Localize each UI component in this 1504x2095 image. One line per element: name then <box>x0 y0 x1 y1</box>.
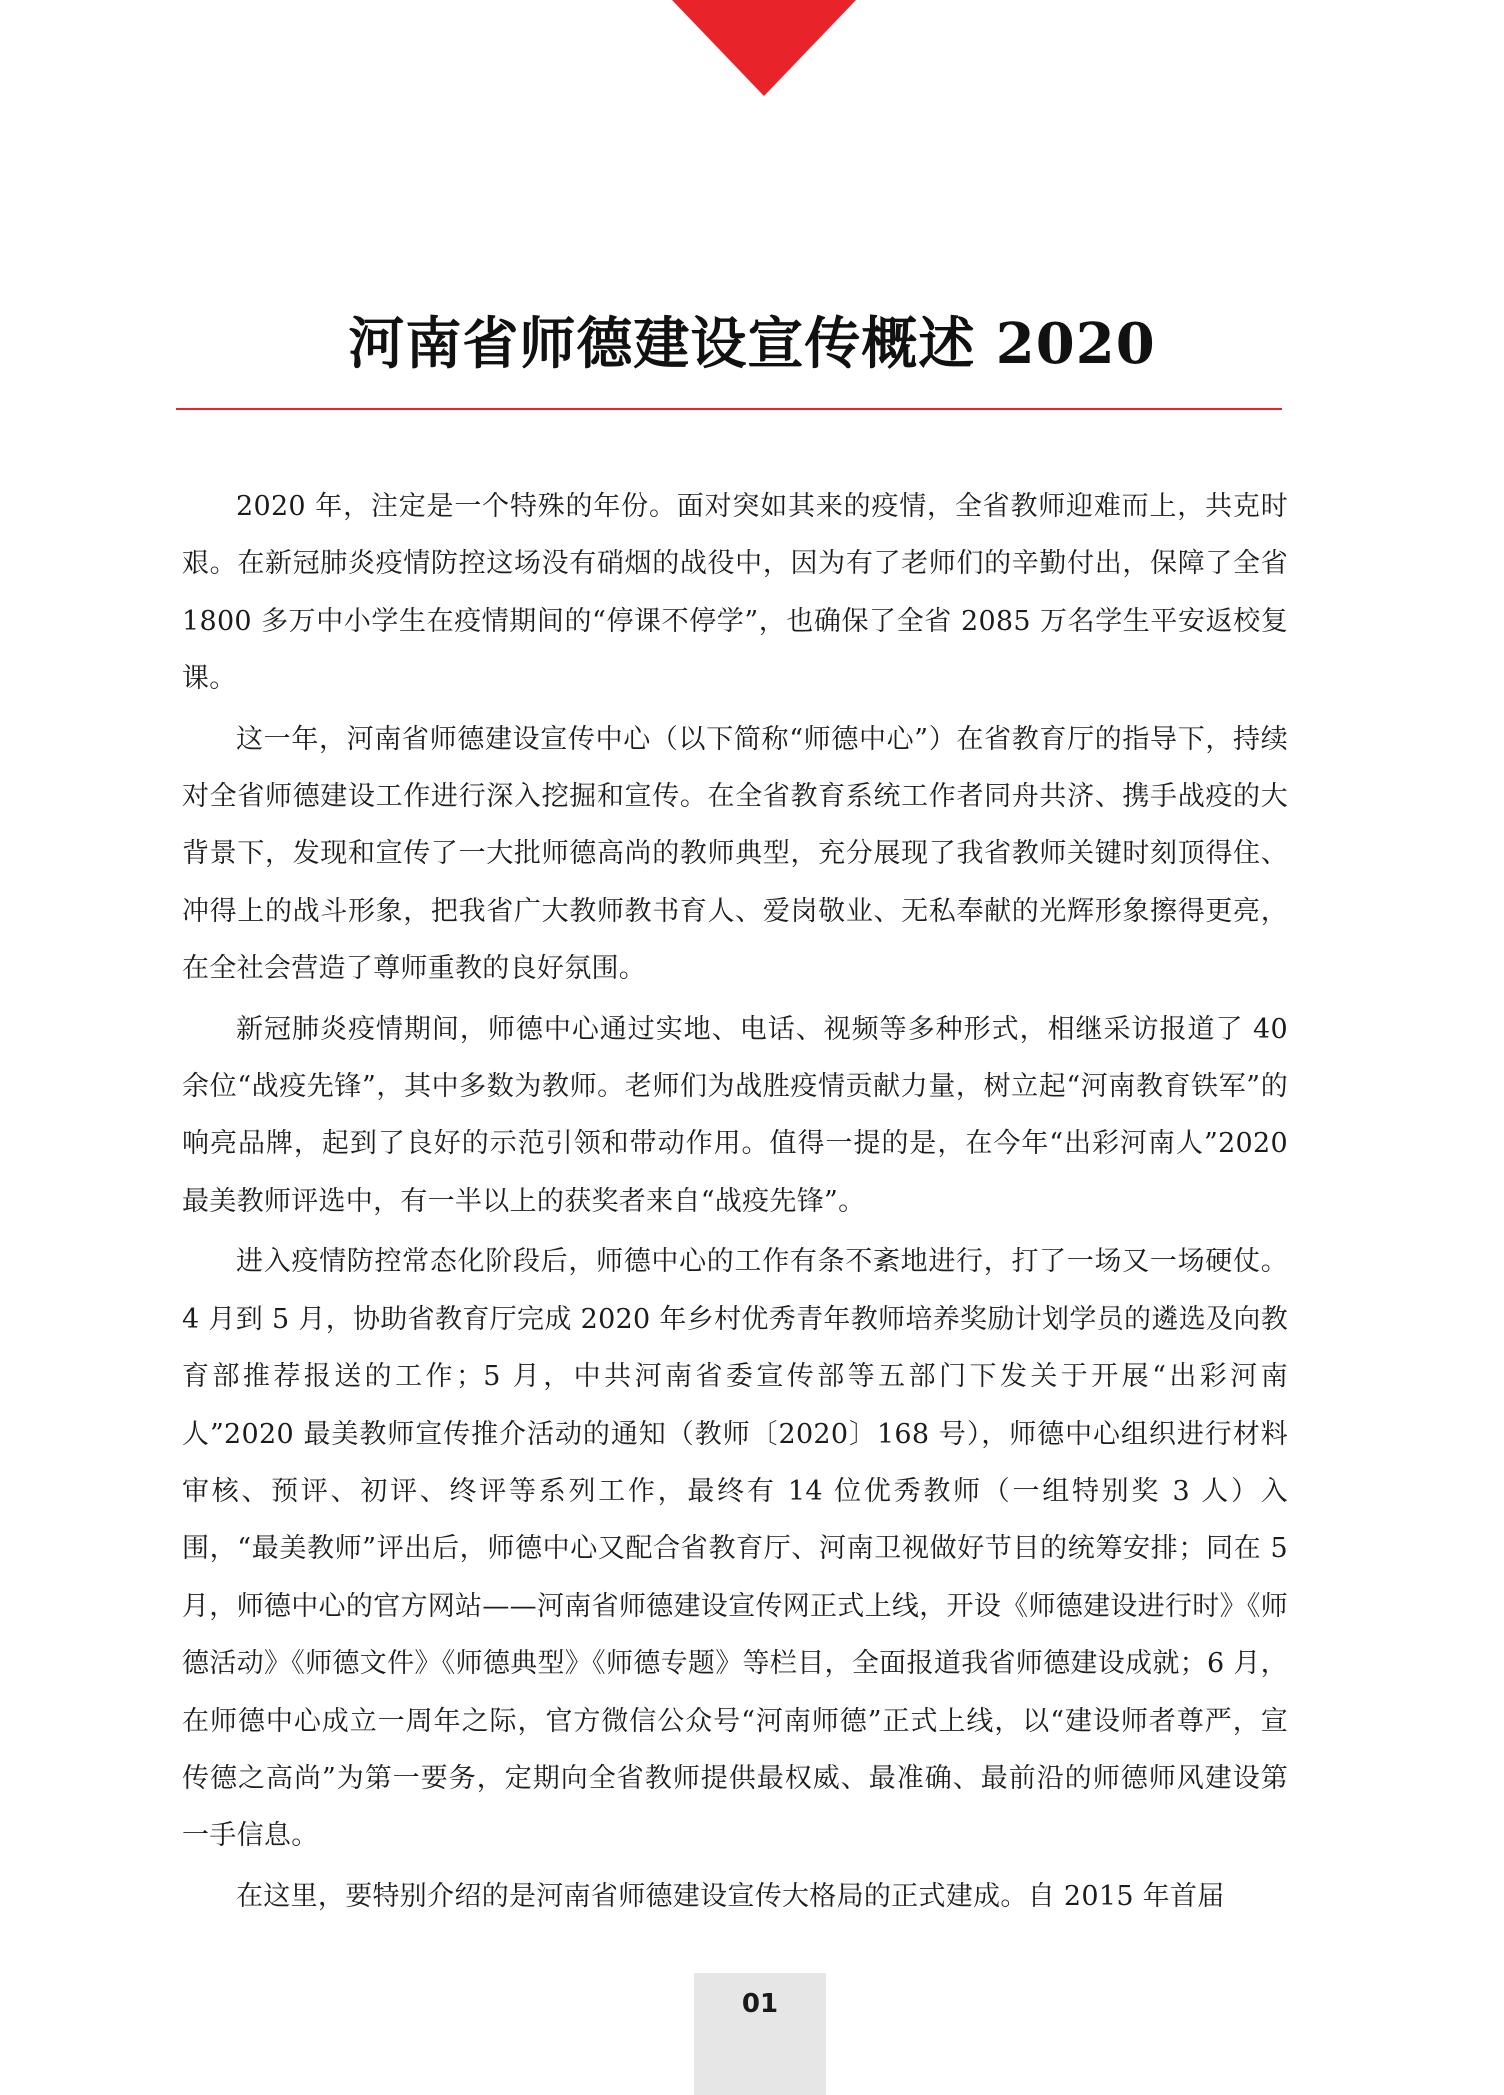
article-body <box>182 478 1288 1928</box>
top-red-triangle-marker <box>672 0 856 96</box>
paragraph: 这一年，河南省师德建设宣传中心（以下简称“师德中心”）在省教育厅的指导下，持续对全省师德建设工作进行深入挖掘和宣传。在全省教育系统工作者同舟共济、携手战疫的大背景下，发现和宣传了一大批师德高尚的教师典型，充分展现了我省教师关键时刻顶得住、冲得上的战斗形象，把我省广大教师教书育人、爱岗敬业、无私奉献的光辉形象擦得更亮，在全社会营造了尊师重教的良好氛围。 <box>182 723 1288 985</box>
title-divider <box>176 408 1282 410</box>
page-number: 01 <box>741 1989 779 2019</box>
page-title: 河南省师德建设宣传概述 2020 <box>348 311 1156 377</box>
paragraph: 新冠肺炎疫情期间，师德中心通过实地、电话、视频等多种形式，相继采访报道了 40 余位“战疫先锋”，其中多数为教师。老师们为战胜疫情贡献力量，树立起“河南教育铁军”的响亮品牌，起到了良好的示范引领和带动作用。值得一提的是，在今年“出彩河南人”2020 最美教师评选中，有一半以上的获奖者来自“战疫先锋”。 <box>182 1013 1288 1217</box>
paragraph: 2020 年，注定是一个特殊的年份。面对突如其来的疫情，全省教师迎难而上，共克时艰。在新冠肺炎疫情防控这场没有硝烟的战役中，因为有了老师们的辛勤付出，保障了全省 1800 多万中小学生在疫情期间的“停课不停学”，也确保了全省 2085 万名学生平安返校复课。 <box>182 491 1288 695</box>
paragraph: 在这里，要特别介绍的是河南省师德建设宣传大格局的正式建成。自 2015 年首届 <box>236 1880 1225 1912</box>
page-number-box <box>694 1973 826 2095</box>
paragraph: 进入疫情防控常态化阶段后，师德中心的工作有条不紊地进行，打了一场又一场硬仗。4 月到 5 月，协助省教育厅完成 2020 年乡村优秀青年教师培养奖励计划学员的遴选及向教育部推荐报送的工作；5 月，中共河南省委宣传部等五部门下发关于开展“出彩河南人”2020 最美教师宣传推介活动的通知（教师〔2020〕168 号），师德中心组织进行材料审核、预评、初评、终评等系列工作，最终有 14 位优秀教师（一组特别奖 3 人）入围，“最美教师”评出后，师德中心又配合省教育厅、河南卫视做好节目的统筹安排；同在 5 月，师德中心的官方网站——河南省师德建设宣传网正式上线，开设《师德建设进行时》《师德活动》《师德文件》《师德典型》《师德专题》等栏目，全面报道我省师德建设成就；6 月，在师德中心成立一周年之际，官方微信公众号“河南师德”正式上线，以“建设师者尊严，宣传德之高尚”为第一要务，定期向全省教师提供最权威、最准确、最前沿的师德师风建设第一手信息。 <box>182 1246 1288 1852</box>
